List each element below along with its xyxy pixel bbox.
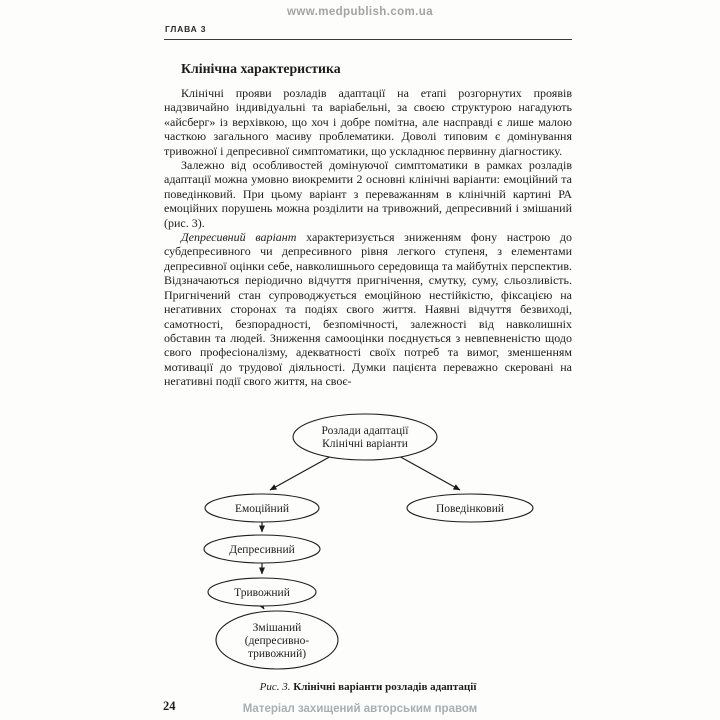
text-column	[164, 24, 572, 389]
header-url: www.medpublish.com.ua	[287, 6, 433, 18]
paragraph-3	[164, 230, 572, 388]
node-anxious	[208, 578, 316, 606]
paragraph-3-lead-italic: Депресивний варіант	[181, 230, 297, 245]
figure-caption-text: Клінічні варіанти розладів адаптації	[293, 681, 477, 693]
page-number: 24	[163, 699, 176, 713]
node-root-line1: Розлади адаптації	[321, 425, 409, 437]
chapter-rule	[164, 39, 572, 40]
section-title: Клінічна характеристика	[181, 61, 341, 76]
node-mixed-line1: Змішаний	[252, 622, 302, 634]
node-mixed-line2: (депресивно-	[244, 635, 310, 647]
chapter-label: ГЛАВА 3	[165, 24, 207, 34]
node-mixed	[216, 611, 338, 669]
figure-diagram	[150, 405, 580, 673]
node-depressive-label: Депресивний	[229, 544, 295, 556]
copyright-footer: Матеріал захищений авторським правом	[242, 703, 478, 715]
node-mixed-line3: тривожний)	[247, 648, 307, 660]
node-behavioral	[407, 494, 533, 522]
node-root	[293, 414, 437, 460]
node-depressive	[204, 535, 320, 563]
figure-caption-label: Рис. 3.	[259, 681, 291, 693]
adaptation-variants-flowchart	[150, 405, 580, 673]
arrow-root-to-emotional	[270, 455, 333, 490]
node-behavioral-label: Поведінковий	[435, 503, 505, 515]
paragraph-1: Клінічні прояви розладів адаптації на етапі розгорнутих проявів надзвичайно індивідуальні та варіабельні, за своєю структурою нагадують «айсберг» із верхівкою, що хоч і добре помітна, але насправді є лише малою часткою загального масиву проблематики. Доволі типовим є домінування тривожної і депресивної симптоматики, що ускладнює первинну діагностику.	[164, 86, 572, 158]
node-emotional	[205, 494, 319, 522]
paragraph-2: Залежно від особливостей домінуючої симптоматики в рамках розладів адаптації можна умовно виокремити 2 основні клінічні варіанти: емоційний та поведінковий. При цьому варіант з переважанням в клінічній картині РА емоційних порушень можна розділити на тривожний, депресивний і змішаний (рис. 3).	[164, 158, 572, 230]
node-emotional-label: Емоційний	[234, 503, 290, 515]
node-root-line2: Клінічні варіанти	[322, 438, 408, 450]
node-anxious-label: Тривожний	[234, 587, 290, 599]
arrow-root-to-behavioral	[397, 455, 460, 490]
figure-caption	[164, 681, 572, 693]
paragraph-3-rest: характеризується зниженням фону настрою до субдепресивного чи депресивного рівня легкого ступеня, з елементами депресивної оцінки себе, навколишнього середовища та майбутніх перспектив. Відзначаються періодично відчуття пригнічення, смутку, суму, сльозливість. Пригнічений стан супроводжується емоційною нестійкістю, фіксацією на негативних сторонах та подіях свого життя. Наявні відчуття безвиході, самотності, безпорадності, безпомічності, залежності від навколишніх обставин та людей. Зниження самооцінки поєднується з невпевненістю щодо свого професіоналізму, адекватності своїх потреб та вимог, зменшенням мотивації до трудової діяльності. Думки пацієнта переважно скеровані на негативні події свого життя, на своє-	[164, 230, 573, 389]
